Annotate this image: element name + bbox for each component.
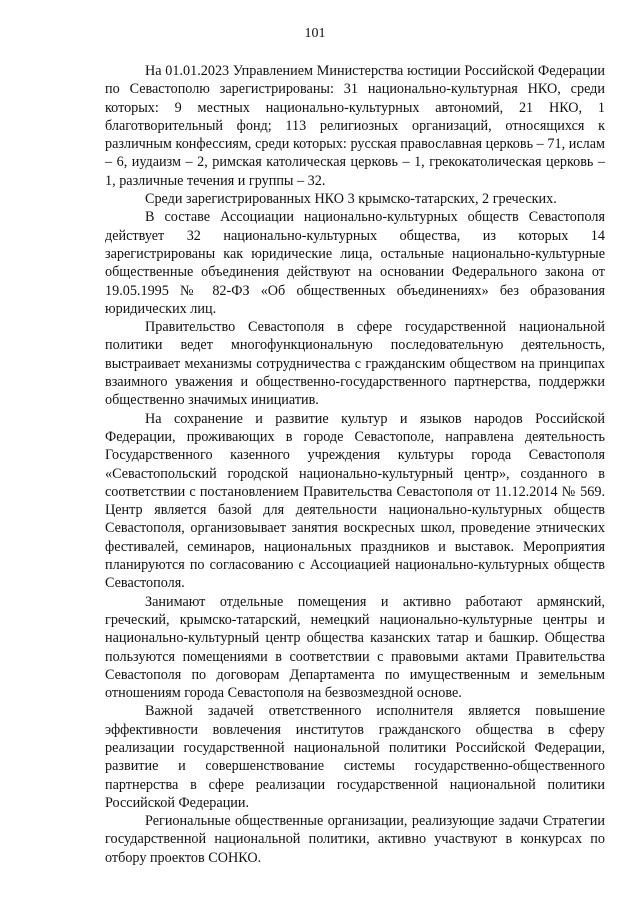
paragraph-regional-organizations: Региональные общественные организации, реализующие задачи Стратегии государственной национальной политики, активно участвуют в конкурсах по отбору проектов СОНКО. <box>105 813 605 866</box>
paragraph-association-composition: В составе Ассоциации национально-культурных обществ Севастополя действует 32 национально-культурных общества, из которых 14 зарегистрированы как юридические лица, остальные национально-культурные общественные объединения действуют на основании Федерального закона от 19.05.1995 № 82-ФЗ «Об общественных объединениях» без образования юридических лиц. <box>105 209 605 317</box>
paragraph-government-policy: Правительство Севастополя в сфере государственной национальной политики ведет многофункциональную последовательную деятельность, выстраивает механизмы сотрудничества с гражданским обществом на принципах взаимного уважения и общественно-государственного партнерства, поддержки общественно значимых инициатив. <box>105 319 605 409</box>
paragraph-registered-organizations: На 01.01.2023 Управлением Министерства юстиции Российской Федерации по Севастополю зарегистрированы: 31 национально-культурная НКО, среди которых: 9 местных национально-культурных автономий, 21 НКО, 1 благотворительный фонд; 113 религиозных организаций, относящихся к различным конфессиям, среди которых: русская православная церковь – 71, ислам – 6, иудаизм – 2, римская католическая церковь – 1, грекокатолическая церковь – 1, различные течения и группы – 32. <box>105 63 605 189</box>
paragraph-executor-task: Важной задачей ответственного исполнителя является повышение эффективности вовлечения институтов гражданского общества в сферу реализации государственной национальной политики Российской Федерации, развитие и совершенствование системы государственно-общественного партнерства в сфере реализации государственной национальной политики Российской Федерации. <box>105 703 605 811</box>
paragraph-cultural-center: На сохранение и развитие культур и языков народов Российской Федерации, проживающих в городе Севастополе, направлена деятельность Государственного казенного учреждения культуры города Севастополя «Севастопольский городской национально-культурный центр», созданного в соответствии с постановлением Правительства Севастополя от 11.12.2014 № 569. Центр является базой для деятельности национально-культурных обществ Севастополя, организовывает занятия воскресных школ, проведение этнических фестивалей, семинаров, национальных праздников и выставок. Мероприятия планируются по согласованию с Ассоциацией национально-культурных обществ Севастополя. <box>105 410 605 592</box>
paragraph-nko-ethnic-breakdown: Среди зарегистрированных НКО 3 крымско-татарских, 2 греческих. <box>145 191 557 208</box>
paragraph-national-centers-premises: Занимают отдельные помещения и активно работают армянский, греческий, крымско-татарский, немецкий национально-культурные центры и национально-культурный центр общества казанских татар и башкир. Общества пользуются помещениями в соответствии с правовыми актами Правительства Севастополя по договорам Департамента по имущественным и земельным отношениям города Севастополя на безвозмездной основе. <box>105 593 605 702</box>
page-number: 101 <box>304 26 326 41</box>
body-text <box>105 62 605 867</box>
